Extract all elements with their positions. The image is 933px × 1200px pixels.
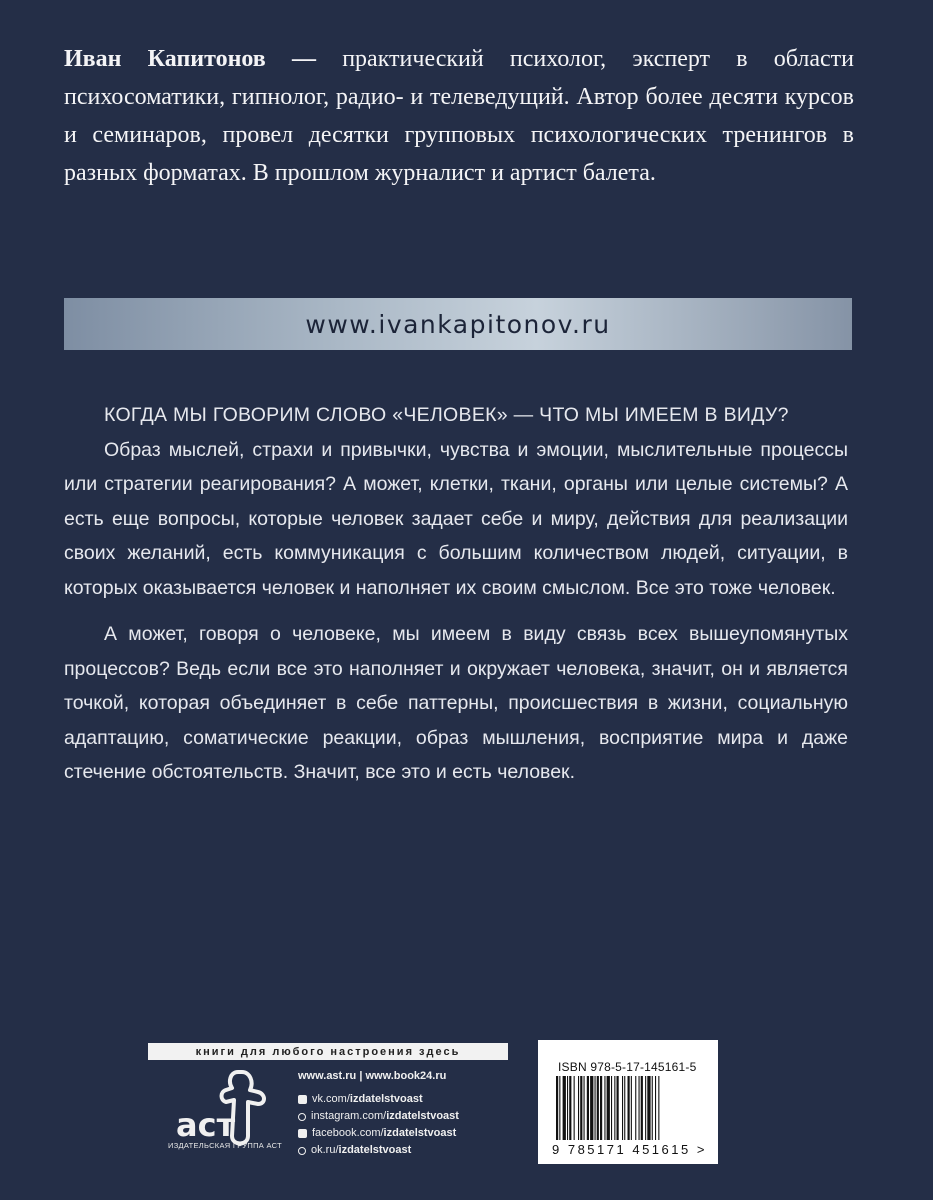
facebook-icon xyxy=(298,1129,307,1138)
barcode xyxy=(556,1076,700,1140)
social-link-handle: izdatelstvoast xyxy=(338,1144,412,1156)
annotation-paragraph-1: Образ мыслей, страхи и привычки, чувства и эмоции, мыслительные процессы или стратегии реагирования? А может, клетки, ткани, органы или целые системы? А есть еще вопросы, которые человек задает себе и миру, действия для реализации своих желаний, есть коммуникация с большим количеством людей, ситуации, в которых оказывается человек и наполняет их своим смыслом. Все это тоже человек. xyxy=(64,438,848,599)
social-link-handle: izdatelstvoast xyxy=(349,1093,423,1105)
barcode-bar xyxy=(607,1076,610,1140)
publisher-tagline: книги для любого настроения здесь xyxy=(148,1043,508,1060)
social-link-prefix: facebook.com/ xyxy=(312,1127,384,1139)
social-link-handle: izdatelstvoast xyxy=(386,1110,459,1122)
vk-icon xyxy=(298,1095,307,1104)
barcode-bar xyxy=(559,1076,560,1140)
social-link-handle: izdatelstvoast xyxy=(383,1127,457,1139)
barcode-bar xyxy=(622,1076,623,1140)
barcode-bar xyxy=(563,1076,566,1140)
isbn-label: ISBN 978-5-17-145161-5 xyxy=(558,1060,697,1074)
publisher-caption: ИЗДАТЕЛЬСКАЯ ГРУППА АСТ xyxy=(168,1141,282,1150)
barcode-bar xyxy=(647,1076,650,1140)
instagram-icon xyxy=(298,1113,306,1121)
barcode-bar xyxy=(645,1076,646,1140)
barcode-digits: 9 785171 451615 > xyxy=(552,1142,707,1157)
annotation-heading: КОГДА МЫ ГОВОРИМ СЛОВО «ЧЕЛОВЕК» — ЧТО МЫ ИМЕЕМ В ВИДУ? xyxy=(104,404,789,426)
barcode-bar xyxy=(652,1076,653,1140)
barcode-bar xyxy=(658,1076,659,1140)
barcode-bar xyxy=(590,1076,593,1140)
barcode-bar xyxy=(600,1076,602,1140)
social-link-ok[interactable] xyxy=(298,1142,538,1159)
barcode-bar xyxy=(569,1076,571,1140)
social-link-vk[interactable] xyxy=(298,1091,538,1108)
social-link-instagram[interactable] xyxy=(298,1108,538,1125)
barcode-bar xyxy=(611,1076,612,1140)
barcode-bar xyxy=(639,1076,640,1140)
barcode-bar xyxy=(641,1076,643,1140)
social-link-prefix: instagram.com/ xyxy=(311,1110,387,1122)
publisher-links xyxy=(298,1068,538,1159)
author-website: www.ivankapitonov.ru xyxy=(305,309,611,339)
author-bio-text: практический психолог, эксперт в области психосоматики, гипнолог, радио- и телеведущий. Автор более десяти курсов и семинаров, провел десятки групповых психологических тренингов в разных форматах. В прошлом журналист и артист балета. xyxy=(64,46,855,186)
author-name: Иван Капитонов — xyxy=(64,46,316,72)
annotation-text xyxy=(64,398,848,790)
social-link-prefix: vk.com/ xyxy=(312,1093,350,1105)
barcode-bar xyxy=(604,1076,605,1140)
barcode-bar xyxy=(584,1076,585,1140)
barcode-bar xyxy=(587,1076,589,1140)
ok-icon xyxy=(298,1147,306,1155)
barcode-bar xyxy=(567,1076,568,1140)
barcode-bar xyxy=(597,1076,599,1140)
ast-logo-text: аст xyxy=(176,1106,236,1144)
barcode-bar xyxy=(635,1076,636,1140)
annotation-paragraph-2: А может, говоря о человеке, мы имеем в виду связь всех вышеупомянутых процессов? Ведь если все это наполняет и окружает человека, значит, он и является точкой, которая объединяет в себе паттерны, происшествия в жизни, социальную адаптацию, соматические реакции, образ мышления, восприятие мира и даже стечение обстоятельств. Значит, все это и есть человек. xyxy=(64,623,848,783)
social-link-facebook[interactable] xyxy=(298,1125,538,1142)
social-link-prefix: ok.ru/ xyxy=(311,1144,339,1156)
barcode-bar xyxy=(655,1076,656,1140)
barcode-bar xyxy=(631,1076,632,1140)
barcode-bar xyxy=(614,1076,615,1140)
author-website-band xyxy=(64,298,852,350)
publisher-sites[interactable]: www.ast.ru | www.book24.ru xyxy=(298,1070,447,1082)
barcode-bar xyxy=(556,1076,558,1140)
author-bio xyxy=(64,40,854,192)
barcode-bar xyxy=(617,1076,619,1140)
barcode-bar xyxy=(574,1076,575,1140)
barcode-bar xyxy=(628,1076,630,1140)
barcode-bar xyxy=(595,1076,596,1140)
barcode-bar xyxy=(580,1076,582,1140)
barcode-bar xyxy=(624,1076,625,1140)
barcode-bar xyxy=(578,1076,579,1140)
isbn-barcode-box xyxy=(538,1040,718,1164)
